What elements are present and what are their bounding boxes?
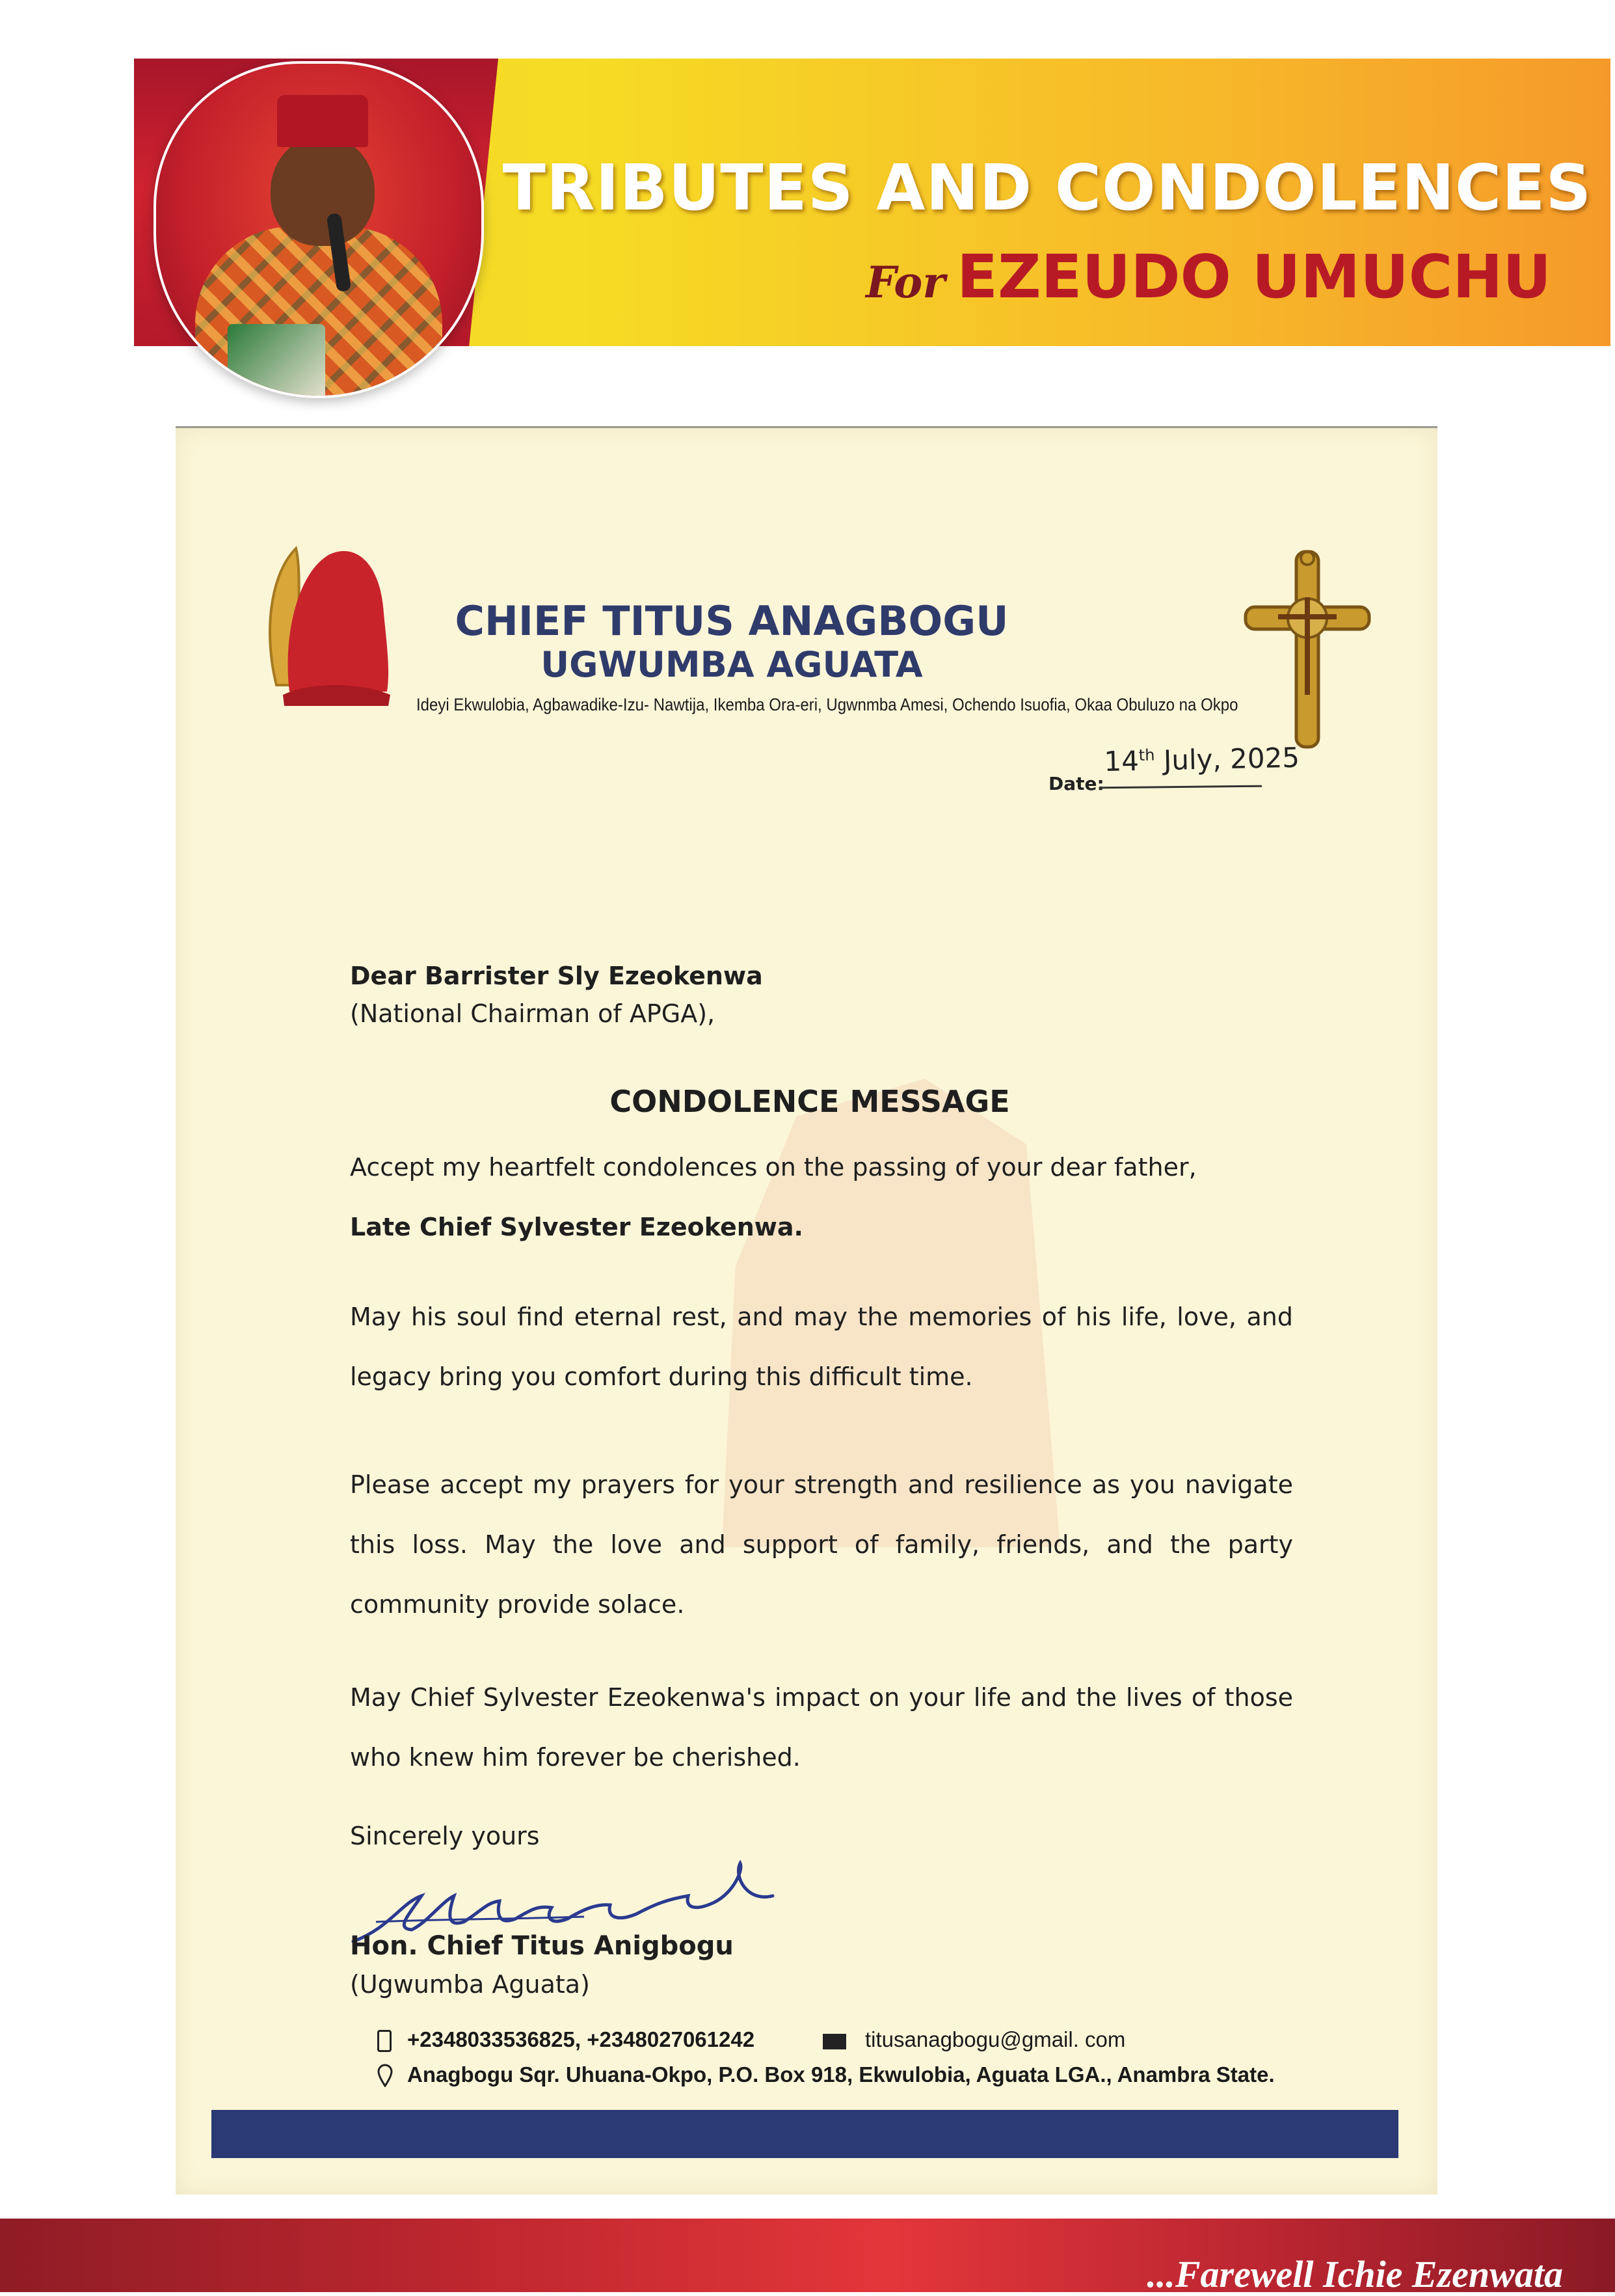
pin-icon <box>377 2064 393 2087</box>
letter-paragraph-1 <box>350 1137 1293 1257</box>
phone-numbers: +2348033536825, +2348027061242 <box>407 2027 755 2051</box>
letter-contacts <box>377 2027 1353 2099</box>
condolence-letter <box>176 426 1437 2195</box>
phone-icon <box>377 2030 392 2052</box>
banner-subtitle-name: EZEUDO UMUCHU <box>957 242 1551 312</box>
date-day: 14 <box>1103 744 1140 777</box>
farewell-text: ...Farewell Ichie Ezenwata <box>1147 2253 1563 2295</box>
letterhead-chieftaincy-titles: Ideyi Ekwulobia, Agbawadike-Izu- Nawtija, Ikemba Ora-eri, Ugwnmba Amesi, Ochendo Isuofia, Okaa Obuluzo na Okpo <box>416 695 1238 714</box>
letter-paragraph-4: May Chief Sylvester Ezeokenwa's impact on your life and the lives of those who knew him forever be cherished. <box>350 1683 1293 1772</box>
signatory-role: (Ugwumba Aguata) <box>350 1970 590 1999</box>
signatory-name: Hon. Chief Titus Anigbogu <box>350 1931 734 1961</box>
banner-subtitle <box>866 242 1551 312</box>
date-month-year: July, 2025 <box>1155 741 1300 777</box>
crucifix-icon <box>1239 545 1376 753</box>
letter-footer-band <box>211 2110 1398 2158</box>
email-address: titusanagbogu@gmail. com <box>865 2027 1126 2051</box>
portrait-head <box>271 135 375 246</box>
postal-address: Anagbogu Sqr. Uhuana-Okpo, P.O. Box 918, Ekwulobia, Aguata LGA., Anambra State. <box>407 2062 1275 2087</box>
letterhead-name: CHIEF TITUS ANAGBOGU <box>455 597 1009 645</box>
letter-subject: CONDOLENCE MESSAGE <box>609 1084 1010 1119</box>
mail-icon <box>823 2034 846 2049</box>
letterhead-title: UGWUMBA AGUATA <box>541 644 923 685</box>
portrait-red-cap <box>277 95 368 147</box>
deceased-name: Late Chief Sylvester Ezeokenwa. <box>350 1213 803 1241</box>
portrait-photo <box>153 61 484 398</box>
letter-closing: Sincerely yours <box>350 1822 540 1850</box>
banner-subtitle-prefix: For <box>866 257 946 308</box>
date-suffix: th <box>1138 746 1155 764</box>
letter-paragraph-3: Please accept my prayers for your strength and resilience as you navigate this loss. May the love and support of family, friends, and the party community provide solace. <box>350 1470 1293 1619</box>
hat-icon <box>250 535 400 708</box>
date-value <box>1104 741 1326 777</box>
recipient-role: (National Chairman of APGA), <box>350 999 715 1028</box>
date-label: Date: <box>1048 773 1104 794</box>
salutation: Dear Barrister Sly Ezeokenwa <box>350 962 763 990</box>
date-underline <box>1099 785 1262 789</box>
banner-title: TRIBUTES AND CONDOLENCES <box>502 151 1592 224</box>
portrait-poster <box>228 324 325 398</box>
letter-paragraph-1-text: Accept my heartfelt condolences on the passing of your dear father, <box>350 1153 1197 1182</box>
letter-paragraph-2: May his soul find eternal rest, and may the memories of his life, love, and legacy bring you comfort during this difficult time. <box>350 1303 1293 1391</box>
